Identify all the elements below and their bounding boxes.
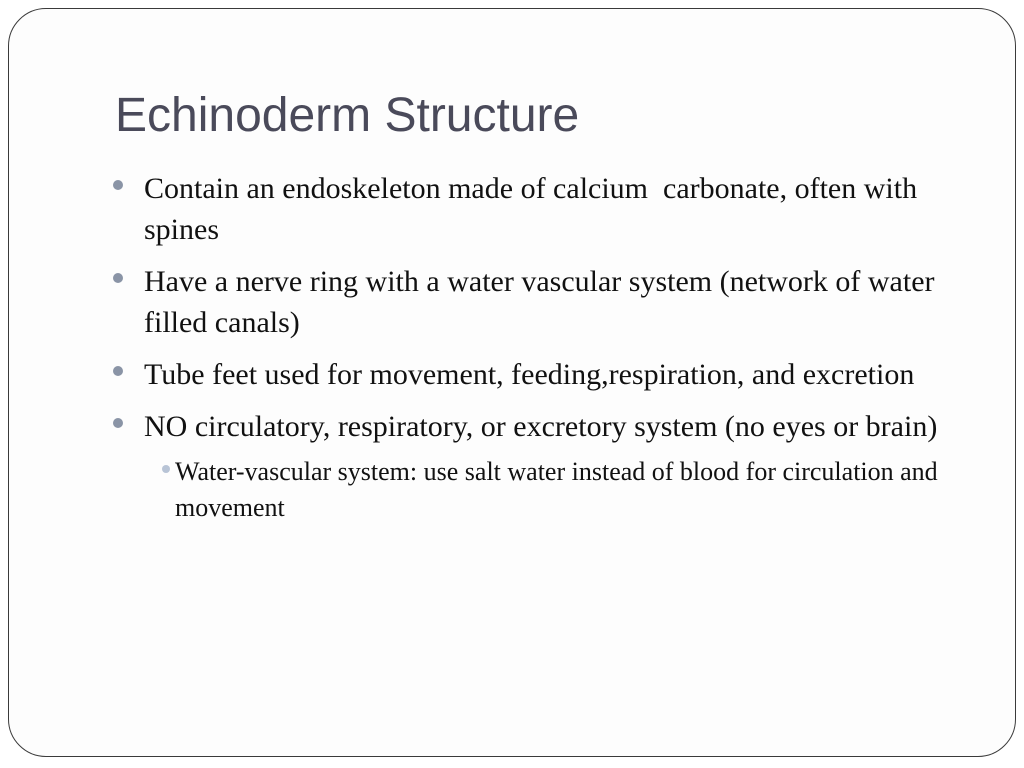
bullet-text: NO circulatory, respiratory, or excretory system (no eyes or brain) (144, 410, 938, 443)
sub-bullet-dot-icon (162, 465, 170, 473)
slide-title: Echinoderm Structure (115, 89, 580, 142)
bullet-dot-icon (113, 273, 123, 283)
bullet-text: Contain an endoskeleton made of calcium carbonate, often with spines (144, 172, 925, 246)
bullet-item (113, 261, 973, 343)
bullet-list (113, 168, 973, 526)
bullet-dot-icon (113, 180, 123, 190)
sub-bullet-group (113, 454, 973, 526)
bullet-item (113, 406, 973, 447)
bullet-dot-icon (113, 366, 123, 376)
sub-bullet-item (144, 454, 973, 526)
sub-bullet-text: Water-vascular system: use salt water instead of blood for circulation and movement (175, 457, 945, 522)
bullet-text: Have a nerve ring with a water vascular system (network of water filled canals) (144, 265, 943, 339)
bullet-dot-icon (113, 418, 123, 428)
sub-bullet-list (113, 454, 973, 526)
bullet-item (113, 168, 973, 250)
bullet-text: Tube feet used for movement, feeding,respiration, and excretion (144, 358, 915, 391)
bullet-item (113, 354, 973, 395)
